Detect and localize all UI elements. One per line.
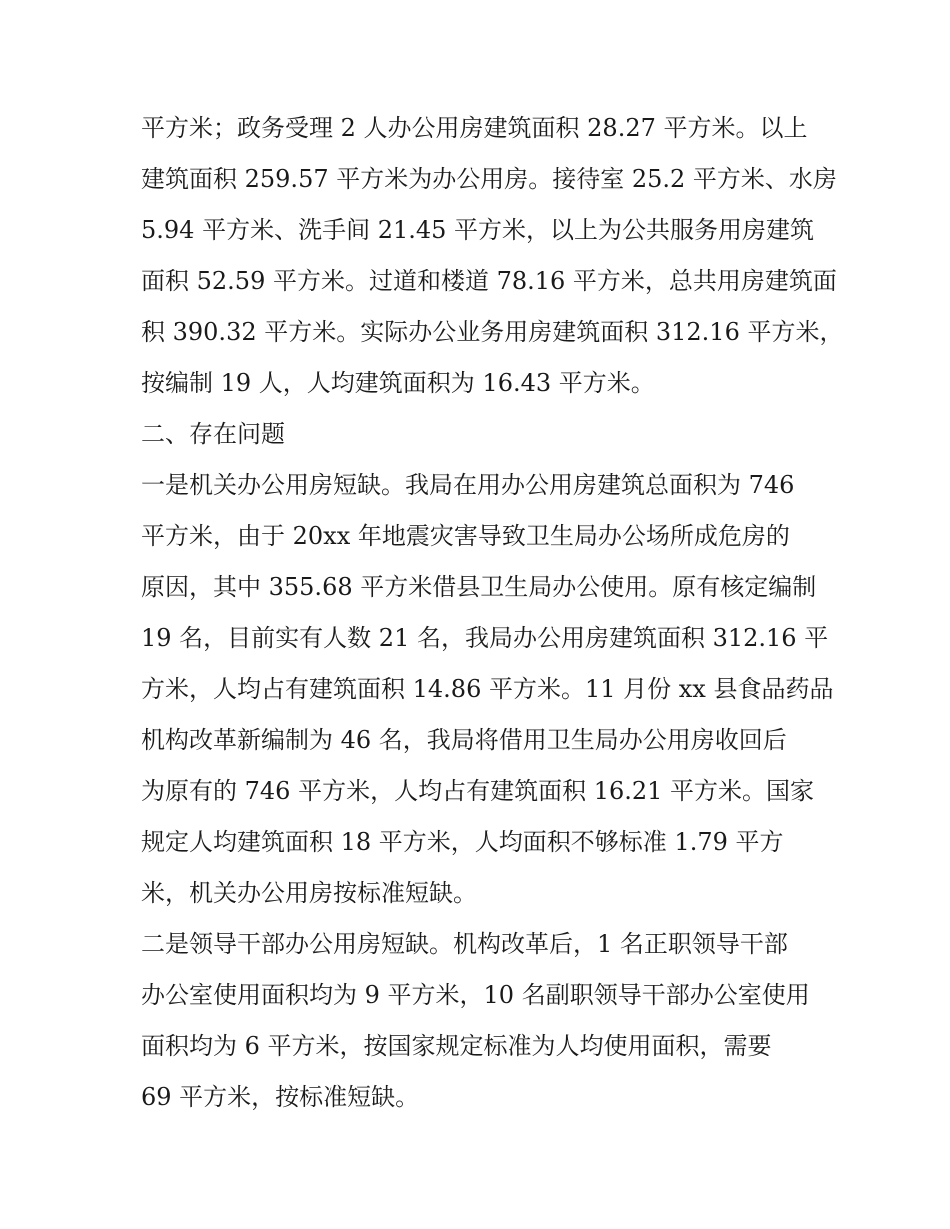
text-line: 19 名，目前实有人数 21 名，我局办公用房建筑面积 312.16 平 — [141, 624, 829, 652]
document-body — [141, 103, 844, 1123]
text-line: 平方米，由于 20xx 年地震灾害导致卫生局办公场所成危房的 — [141, 522, 790, 550]
text-line: 69 平方米，按标准短缺。 — [141, 1083, 420, 1111]
text-line: 5.94 平方米、洗手间 21.45 平方米，以上为公共服务用房建筑 — [141, 216, 815, 244]
text-line: 二是领导干部办公用房短缺。机构改革后，1 名正职领导干部 — [141, 930, 788, 958]
text-line: 按编制 19 人，人均建筑面积为 16.43 平方米。 — [141, 369, 655, 397]
text-line: 面积 52.59 平方米。过道和楼道 78.16 平方米，总共用房建筑面 — [141, 267, 837, 295]
text-line: 米，机关办公用房按标准短缺。 — [141, 879, 477, 907]
text-line: 为原有的 746 平方米，人均占有建筑面积 16.21 平方米。国家 — [141, 777, 815, 805]
text-line: 办公室使用面积均为 9 平方米，10 名副职领导干部办公室使用 — [141, 981, 810, 1009]
text-line: 方米，人均占有建筑面积 14.86 平方米。11 月份 xx 县食品药品 — [141, 675, 834, 703]
text-line: 规定人均建筑面积 18 平方米，人均面积不够标准 1.79 平方 — [141, 828, 784, 856]
text-line: 建筑面积 259.57 平方米为办公用房。接待室 25.2 平方米、水房 — [141, 165, 837, 193]
text-line: 平方米；政务受理 2 人办公用房建筑面积 28.27 平方米。以上 — [141, 114, 808, 142]
text-line: 一是机关办公用房短缺。我局在用办公用房建筑总面积为 746 — [141, 471, 795, 499]
section-heading: 二、存在问题 — [141, 420, 285, 448]
text-line: 面积均为 6 平方米，按国家规定标准为人均使用面积，需要 — [141, 1032, 772, 1060]
text-line: 机构改革新编制为 46 名，我局将借用卫生局办公用房收回后 — [141, 726, 787, 754]
text-line: 积 390.32 平方米。实际办公业务用房建筑面积 312.16 平方米， — [141, 318, 844, 346]
text-line: 原因，其中 355.68 平方米借县卫生局办公使用。原有核定编制 — [141, 573, 817, 601]
